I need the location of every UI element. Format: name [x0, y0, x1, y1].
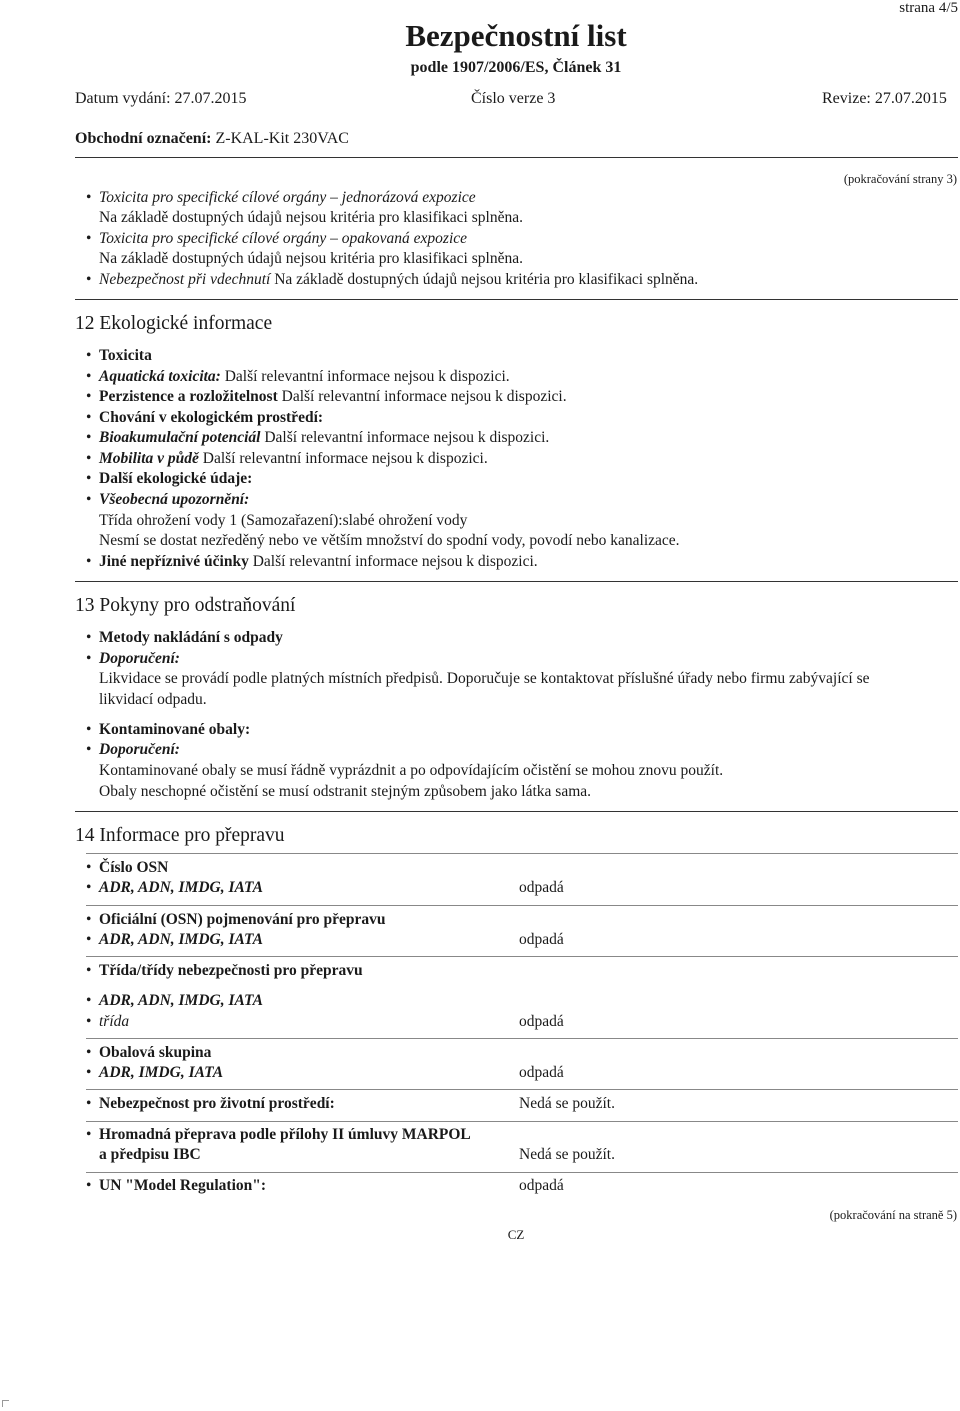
header-rule: [75, 157, 958, 158]
list-item: • Metody nakládání s odpady: [86, 629, 283, 647]
list-item: • Doporučení:: [86, 741, 180, 759]
list-item-text: likvidací odpadu.: [99, 691, 207, 708]
continued-from: (pokračování strany 3): [843, 172, 957, 186]
list-item: • Aquatická toxicita: Další relevantní informace nejsou k dispozici.: [86, 368, 510, 386]
section-12-title: 12 Ekologické informace: [75, 313, 273, 334]
list-item: • Toxicita: [86, 347, 152, 365]
value: odpadá: [519, 1177, 564, 1194]
box-rule: [86, 956, 958, 957]
list-item-text: Kontaminované obaly se musí řádně vyprázdnit a po odpovídajícím očistění se mohou znovu použít.: [99, 762, 724, 779]
list-item: • ADR, ADN, IMDG, IATA: [86, 931, 263, 949]
page-corner-mark: [2, 1400, 9, 1407]
list-item-text: Na základě dostupných údajů nejsou kritéria pro klasifikaci splněna.: [99, 250, 523, 267]
section-rule: [75, 581, 958, 582]
list-item: • Třída/třídy nebezpečnosti pro přepravu: [86, 962, 363, 980]
box-rule: [86, 905, 958, 906]
page-number: strana 4/5: [899, 0, 958, 16]
document-title: Bezpečnostní list: [405, 18, 627, 53]
value: odpadá: [519, 1013, 564, 1030]
list-item: • Oficiální (OSN) pojmenování pro přepravu: [86, 911, 385, 929]
list-item: • UN "Model Regulation":: [86, 1177, 266, 1195]
list-item-text: Nesmí se dostat nezředěný nebo ve větším množství do spodní vody, povodí nebo kanalizace.: [99, 532, 680, 549]
box-rule: [86, 1089, 958, 1090]
value: Nedá se použít.: [519, 1095, 615, 1112]
list-item: • ADR, ADN, IMDG, IATA: [86, 879, 263, 897]
box-rule: [86, 853, 958, 854]
revision-date: Revize: 27.07.2015: [822, 90, 947, 107]
continued-to: (pokračování na straně 5): [829, 1208, 957, 1222]
list-item: • ADR, IMDG, IATA: [86, 1064, 223, 1082]
section-rule: [75, 299, 958, 300]
list-item: • Chování v ekologickém prostředí:: [86, 409, 323, 427]
trade-name: [75, 130, 349, 148]
list-item: • Nebezpečnost při vdechnutí Na základě dostupných údajů nejsou kritéria pro klasifikaci splněna.: [86, 271, 698, 289]
value: odpadá: [519, 931, 564, 948]
box-rule: [86, 1121, 958, 1122]
document-subtitle: podle 1907/2006/ES, Článek 31: [410, 59, 622, 76]
list-item: • Toxicita pro specifické cílové orgány – jednorázová expozice: [86, 189, 476, 207]
list-item: • ADR, ADN, IMDG, IATA: [86, 992, 263, 1010]
section-rule: [75, 811, 958, 812]
list-item: • Všeobecná upozornění:: [86, 491, 249, 509]
list-item-text: Obaly neschopné očistění se musí odstranit stejným způsobem jako látka sama.: [99, 783, 592, 800]
list-item: • třída: [86, 1013, 129, 1031]
list-item-text: Na základě dostupných údajů nejsou kritéria pro klasifikaci splněna.: [99, 209, 523, 226]
language-code: CZ: [507, 1227, 525, 1242]
value: Nedá se použít.: [519, 1146, 615, 1163]
issue-date: Datum vydání: 27.07.2015: [75, 90, 247, 107]
list-item: • Perzistence a rozložitelnost Další relevantní informace nejsou k dispozici.: [86, 388, 567, 406]
section-13-title: 13 Pokyny pro odstraňování: [75, 595, 296, 616]
list-item: • Doporučení:: [86, 650, 180, 668]
box-rule: [86, 1038, 958, 1039]
list-item: • Kontaminované obaly:: [86, 721, 250, 739]
version-number: Číslo verze 3: [471, 90, 556, 107]
list-item-text: a předpisu IBC: [99, 1146, 201, 1163]
list-item: • Mobilita v půdě Další relevantní informace nejsou k dispozici.: [86, 450, 488, 468]
trade-name-value: Z-KAL-Kit 230VAC: [215, 130, 349, 147]
list-item: • Obalová skupina: [86, 1044, 211, 1062]
value: odpadá: [519, 879, 564, 896]
list-item: • Jiné nepříznivé účinky Další relevantní informace nejsou k dispozici.: [86, 553, 538, 571]
box-rule: [86, 1172, 958, 1173]
list-item-text: Likvidace se provádí podle platných místních předpisů. Doporučuje se kontaktovat příslušné úřady nebo firmu zabývající se: [99, 670, 870, 687]
section-14-title: 14 Informace pro přepravu: [75, 825, 285, 846]
list-item: • Nebezpečnost pro životní prostředí:: [86, 1095, 335, 1113]
list-item: • Bioakumulační potenciál Další relevantní informace nejsou k dispozici.: [86, 429, 549, 447]
list-item: • Číslo OSN: [86, 859, 168, 877]
list-item: • Toxicita pro specifické cílové orgány – opakovaná expozice: [86, 230, 467, 248]
list-item: • Další ekologické údaje:: [86, 470, 252, 488]
value: odpadá: [519, 1064, 564, 1081]
list-item-text: Třída ohrožení vody 1 (Samozařazení):slabé ohrožení vody: [99, 512, 468, 529]
trade-name-label: Obchodní označení:: [75, 130, 212, 147]
list-item: • Hromadná přeprava podle přílohy II úmluvy MARPOL: [86, 1126, 471, 1144]
